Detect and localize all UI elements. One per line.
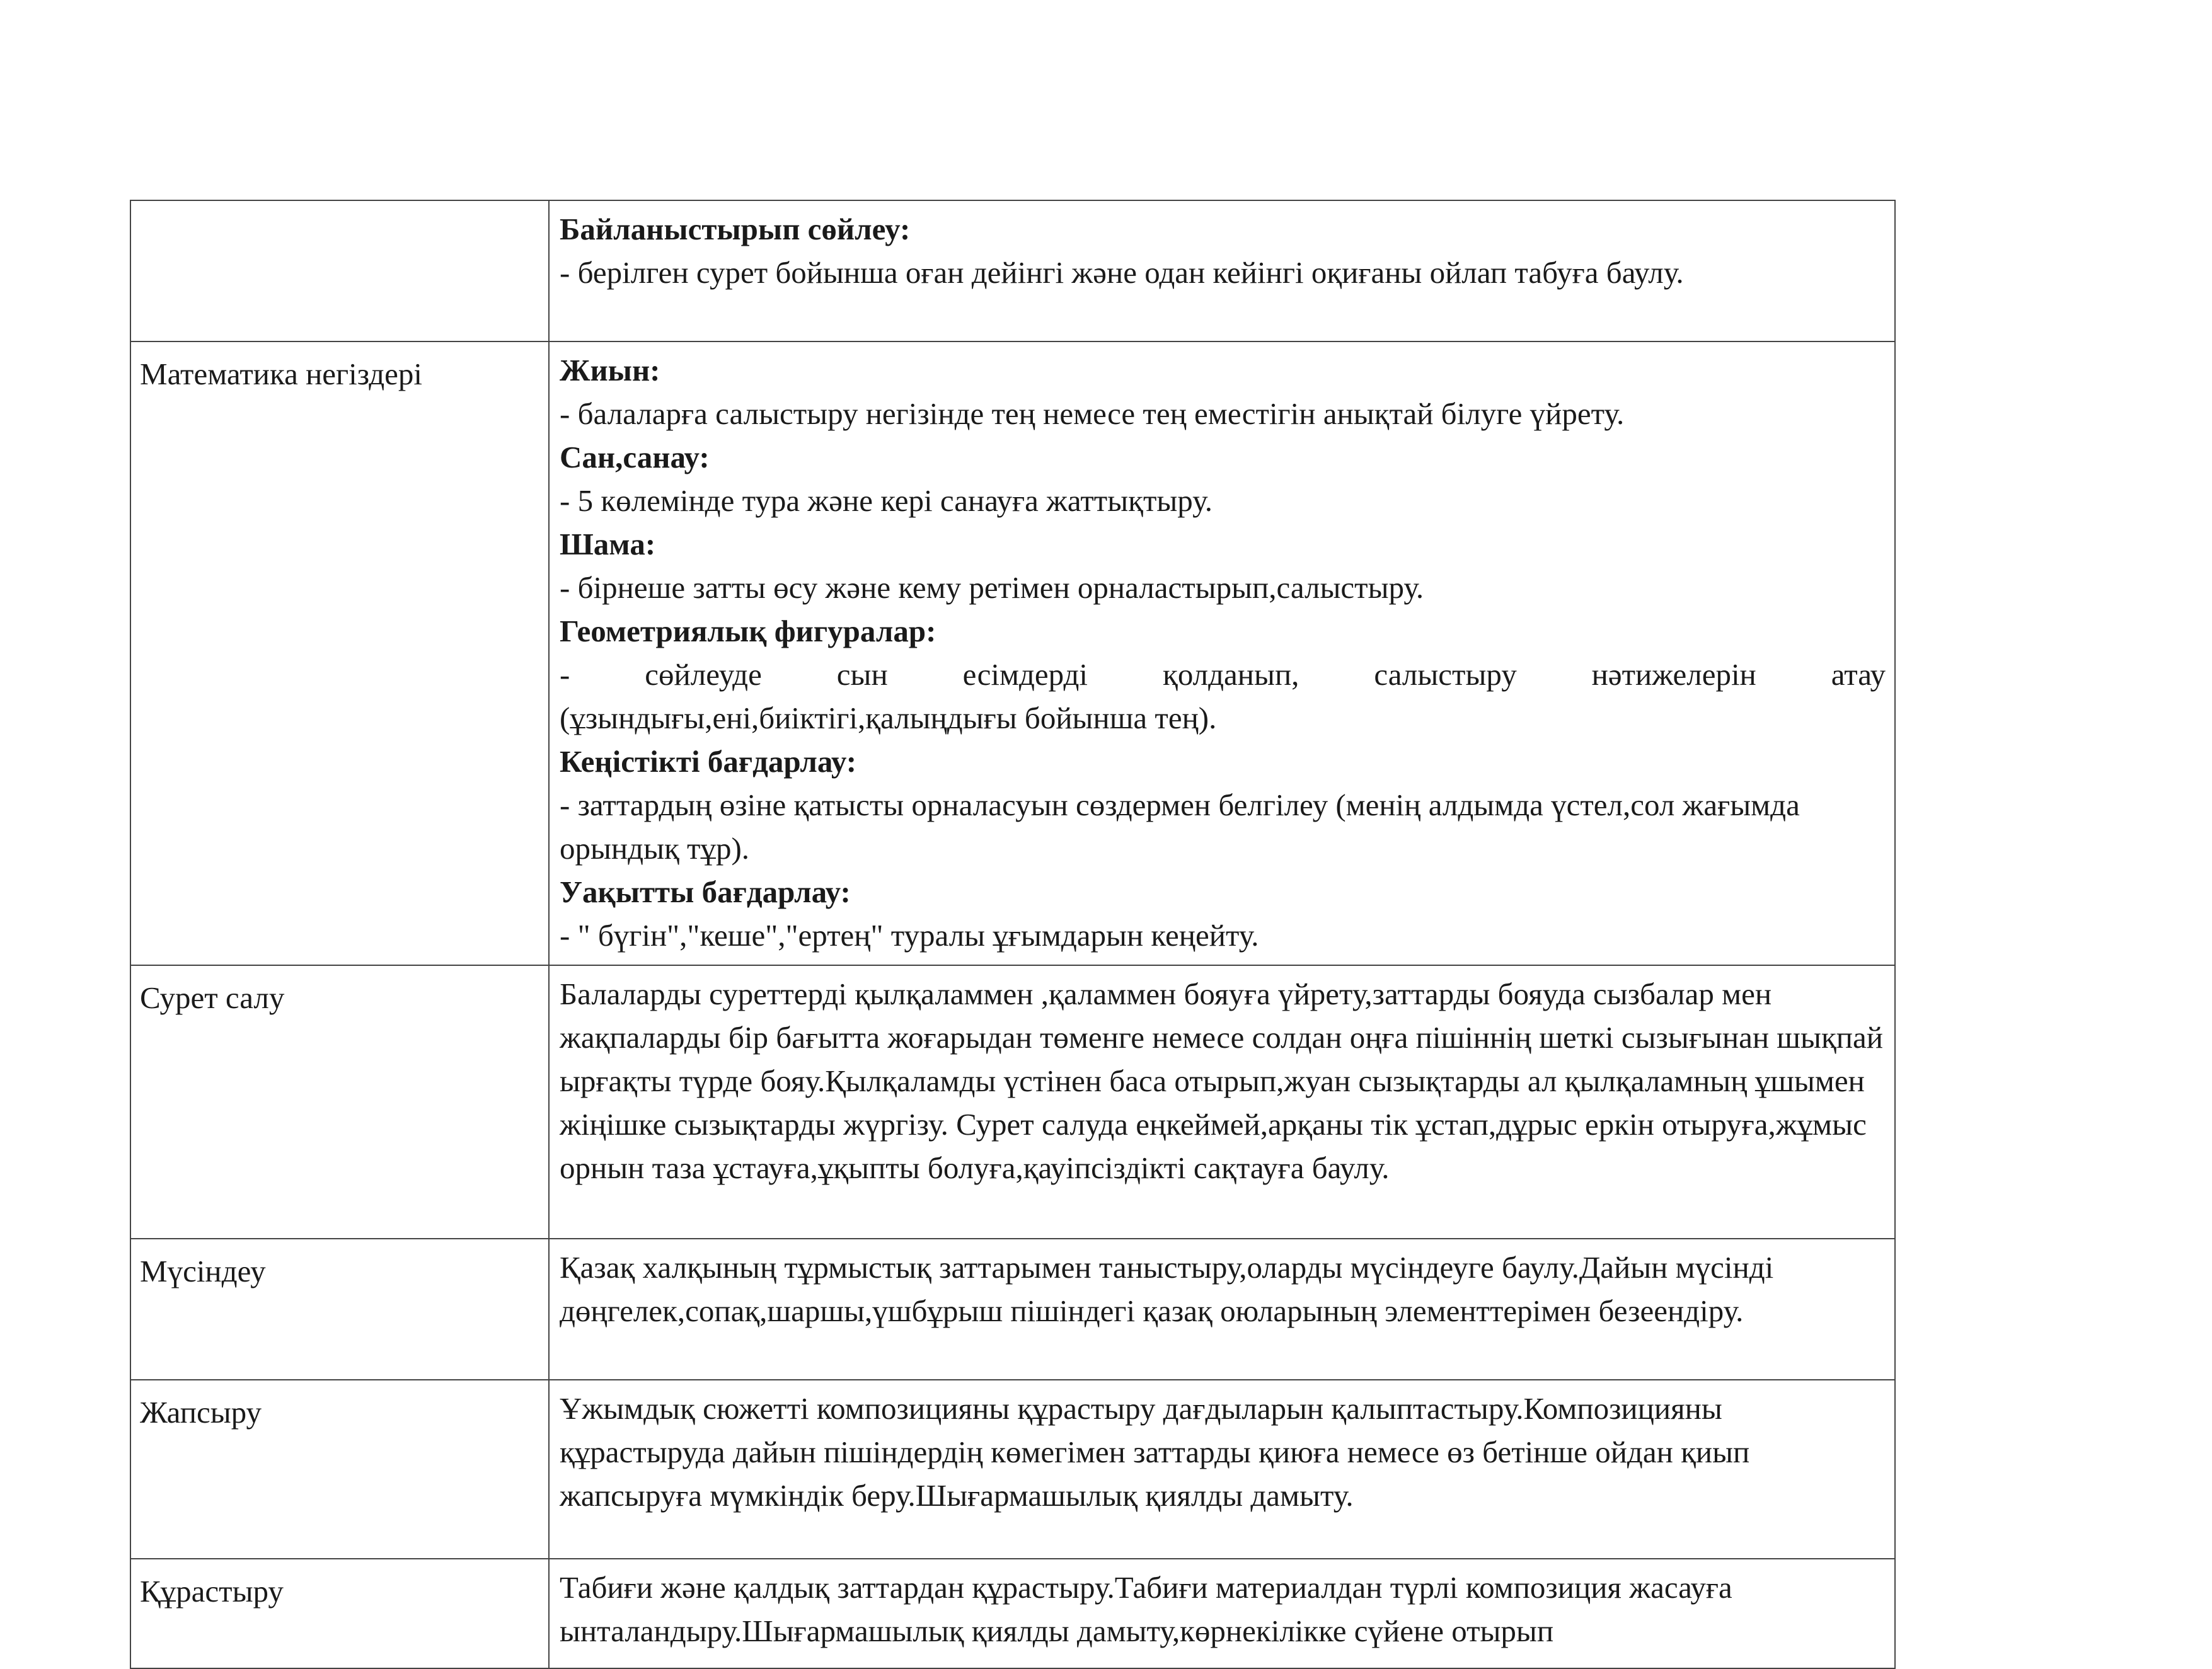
content-cell: Балаларды суреттерді қылқаламмен ,қаламмен бояуға үйрету,заттарды бояуда сызбалар мен жақпаларды бір бағытта жоғарыдан төменге немесе солдан оңға пішіннің шеткі сызығынан шықпай ырғақты түрде бояу.Қылқаламды үстінен баса отырып,жуан сызықтарды ал қылқаламның ұшымен жіңішке сызықтарды жүргізу. Сурет салуда еңкеймей,арқаны тік ұстап,дұрыс еркін отыруға,жұмыс орнын таза ұстауға,ұқыпты болуға,қауіпсіздікті сақтауға баулу. [549, 965, 1895, 1239]
content-cell: Табиғи және қалдық заттардан құрастыру.Табиғи материалдан түрлі композиция жасауға ынталандыру.Шығармашылық қиялды дамыту,көрнекілікке сүйене отырып [549, 1559, 1895, 1668]
section-text: - бірнеше затты өсу және кему ретімен орналастырып,салыстыру. [560, 570, 1424, 605]
table-row [130, 1380, 1895, 1559]
section-heading: Сан,санау: [560, 440, 710, 474]
content-cell [549, 341, 1895, 965]
section-text: - 5 көлемінде тура және кері санауға жаттықтыру. [560, 483, 1213, 518]
section-heading: Шама: [560, 527, 656, 561]
curriculum-table [130, 200, 1896, 1669]
section-heading: Байланыстырып сөйлеу: [560, 212, 911, 246]
section-text: (ұзындығы,ені,биіктігі,қалыңдығы бойынша тең). [560, 701, 1217, 735]
table-row [130, 1239, 1895, 1380]
section-text: - заттардың өзіне қатысты орналасуын сөздермен белгілеу (менің алдымда үстел,сол жағымда орындық тұр). [560, 788, 1800, 866]
content-cell: Қазақ халқының тұрмыстық заттарымен таныстыру,оларды мүсіндеуге баулу.Дайын мүсінді дөңгелек,сопақ,шаршы,үшбұрыш пішіндегі қазақ оюларының элементтерімен безеендіру. [549, 1239, 1895, 1380]
section-text: - берілген сурет бойынша оған дейінгі және одан кейінгі оқиғаны ойлап табуға баулу. [560, 255, 1684, 290]
subject-cell [130, 200, 549, 341]
table-row [130, 200, 1895, 341]
section-heading: Кеңістікті бағдарлау: [560, 744, 857, 779]
section-text: - сөйлеуде сын есімдерді қолданып, салыстыру нәтижелерін атау [560, 657, 1886, 692]
table-row [130, 965, 1895, 1239]
section-text: - " бүгін","кеше","ертең" туралы ұғымдарын кеңейту. [560, 918, 1259, 953]
subject-cell: Мүсіндеу [130, 1239, 549, 1380]
subject-cell: Құрастыру [130, 1559, 549, 1668]
section-text: - балаларға салыстыру негізінде тең немесе тең еместігін анықтай білуге үйрету. [560, 396, 1625, 431]
section-heading: Геометриялық фигуралар: [560, 614, 936, 648]
subject-cell: Математика негіздері [130, 341, 549, 965]
content-cell: Ұжымдық сюжетті композицияны құрастыру дағдыларын қалыптастыру.Композицияны құрастыруда дайын пішіндердің көмегімен заттарды қиюға немесе өз бетінше ойдан қиып жапсыруға мүмкіндік беру.Шығармашылық қиялды дамыту. [549, 1380, 1895, 1559]
table-row [130, 341, 1895, 965]
section-heading: Жиын: [560, 353, 660, 387]
section-heading: Уақытты бағдарлау: [560, 875, 851, 909]
content-cell [549, 200, 1895, 341]
subject-cell: Жапсыру [130, 1380, 549, 1559]
table-row [130, 1559, 1895, 1668]
subject-cell: Сурет салу [130, 965, 549, 1239]
